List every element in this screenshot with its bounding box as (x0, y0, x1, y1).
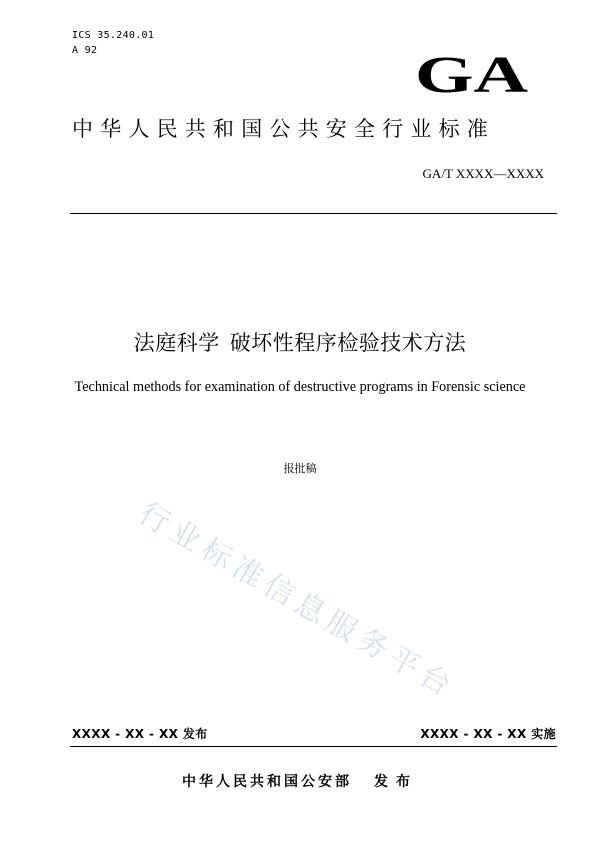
header-divider (70, 213, 557, 214)
document-title-zh (0, 330, 600, 356)
standard-category-title: 中华人民共和国公共安全行业标准 (72, 117, 495, 141)
implement-date: XXXX - XX - XX 实施 (420, 727, 556, 741)
ga-logo: GA (414, 47, 528, 104)
title-zh-part1: 法庭科学 (133, 331, 220, 355)
issue-label: 发布 (374, 774, 418, 790)
issuer-line (0, 773, 600, 791)
draft-status: 报批稿 (283, 462, 317, 475)
document-title-en: Technical methods for examination of destructive programs in Forensic science (74, 379, 526, 395)
footer-divider (70, 746, 557, 747)
publish-date: XXXX - XX - XX 发布 (72, 727, 208, 741)
issuer-name: 中华人民共和国公安部 (182, 774, 352, 790)
title-zh-part2: 破坏性程序检验技术方法 (229, 331, 467, 355)
ccs-code: A 92 (72, 45, 98, 56)
standard-number: GA/T XXXX—XXXX (422, 166, 544, 181)
ics-code: ICS 35.240.01 (72, 30, 155, 41)
watermark: 行业标准信息服务平台 (132, 496, 462, 707)
